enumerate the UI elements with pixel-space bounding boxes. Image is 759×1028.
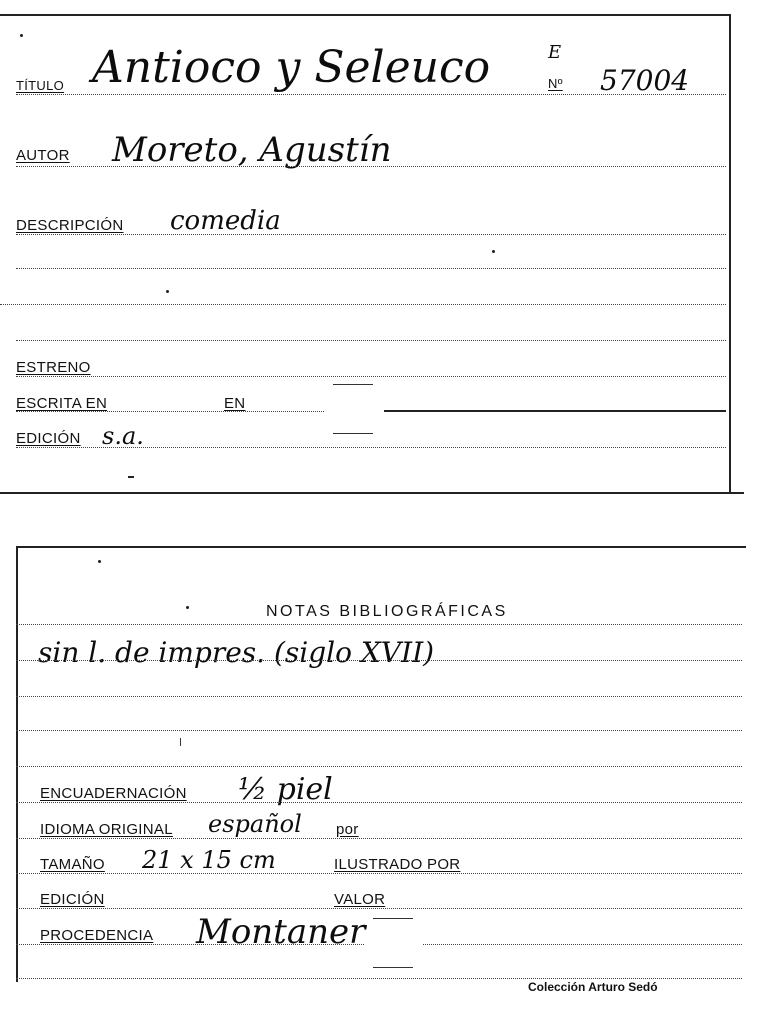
ink-speck [180, 738, 181, 746]
en-label: EN [224, 395, 246, 412]
collection-footer: Colección Arturo Sedó [528, 980, 658, 994]
line [16, 166, 726, 167]
line [0, 304, 726, 305]
library-stamp [365, 914, 423, 972]
numero-prefix: E [548, 42, 562, 63]
procedencia-label: PROCEDENCIA [40, 927, 154, 944]
ink-speck [128, 476, 134, 478]
line [16, 411, 332, 412]
ilustrado-label: ILUSTRADO POR [334, 856, 461, 873]
numero-label: Nº [548, 76, 563, 91]
encuadernacion-label: ENCUADERNACIÓN [40, 785, 187, 802]
ink-speck [98, 560, 101, 563]
library-stamp [325, 380, 383, 438]
edicion-bottom-label: EDICIÓN [40, 891, 105, 908]
autor-label: AUTOR [16, 147, 70, 164]
line [16, 838, 742, 839]
line [16, 268, 726, 269]
line [16, 660, 742, 661]
line [16, 978, 742, 979]
line [16, 730, 742, 731]
titulo-label: TÍTULO [16, 78, 65, 93]
line [16, 94, 726, 95]
ink-speck [20, 34, 23, 37]
descripcion-label: DESCRIPCIÓN [16, 217, 124, 234]
ink-speck [186, 606, 189, 609]
ink-speck [166, 290, 169, 293]
por-label: por [336, 821, 359, 838]
notas-heading: NOTAS BIBLIOGRÁFICAS [266, 603, 508, 620]
tamano-label: TAMAÑO [40, 856, 105, 873]
notas-line-1: sin l. de impres. (siglo XVII) [38, 636, 435, 669]
titulo-value: Antioco y Seleuco [92, 42, 491, 93]
idioma-value: español [208, 810, 302, 838]
line [16, 376, 726, 377]
numero-value: 57004 [600, 64, 690, 97]
line [16, 908, 742, 909]
edicion-label: EDICIÓN [16, 430, 81, 447]
line [16, 766, 742, 767]
line [16, 802, 742, 803]
line [16, 447, 726, 448]
line [16, 873, 742, 874]
descripcion-value: comedia [170, 206, 281, 236]
line [16, 696, 742, 697]
estreno-label: ESTRENO [16, 359, 91, 376]
line [16, 624, 742, 625]
autor-value: Moreto, Agustín [112, 130, 392, 170]
card-separator [0, 492, 744, 494]
valor-label: VALOR [334, 891, 386, 908]
tamano-value: 21 x 15 cm [142, 846, 276, 874]
edicion-value: s.a. [102, 422, 144, 450]
line [384, 410, 726, 412]
line [16, 234, 726, 235]
procedencia-value: Montaner [196, 912, 366, 952]
line [16, 340, 726, 341]
ink-speck [492, 250, 495, 253]
idioma-label: IDIOMA ORIGINAL [40, 821, 173, 838]
encuadernacion-value: ½ piel [238, 772, 333, 807]
escrita-en-label: ESCRITA EN [16, 395, 108, 412]
